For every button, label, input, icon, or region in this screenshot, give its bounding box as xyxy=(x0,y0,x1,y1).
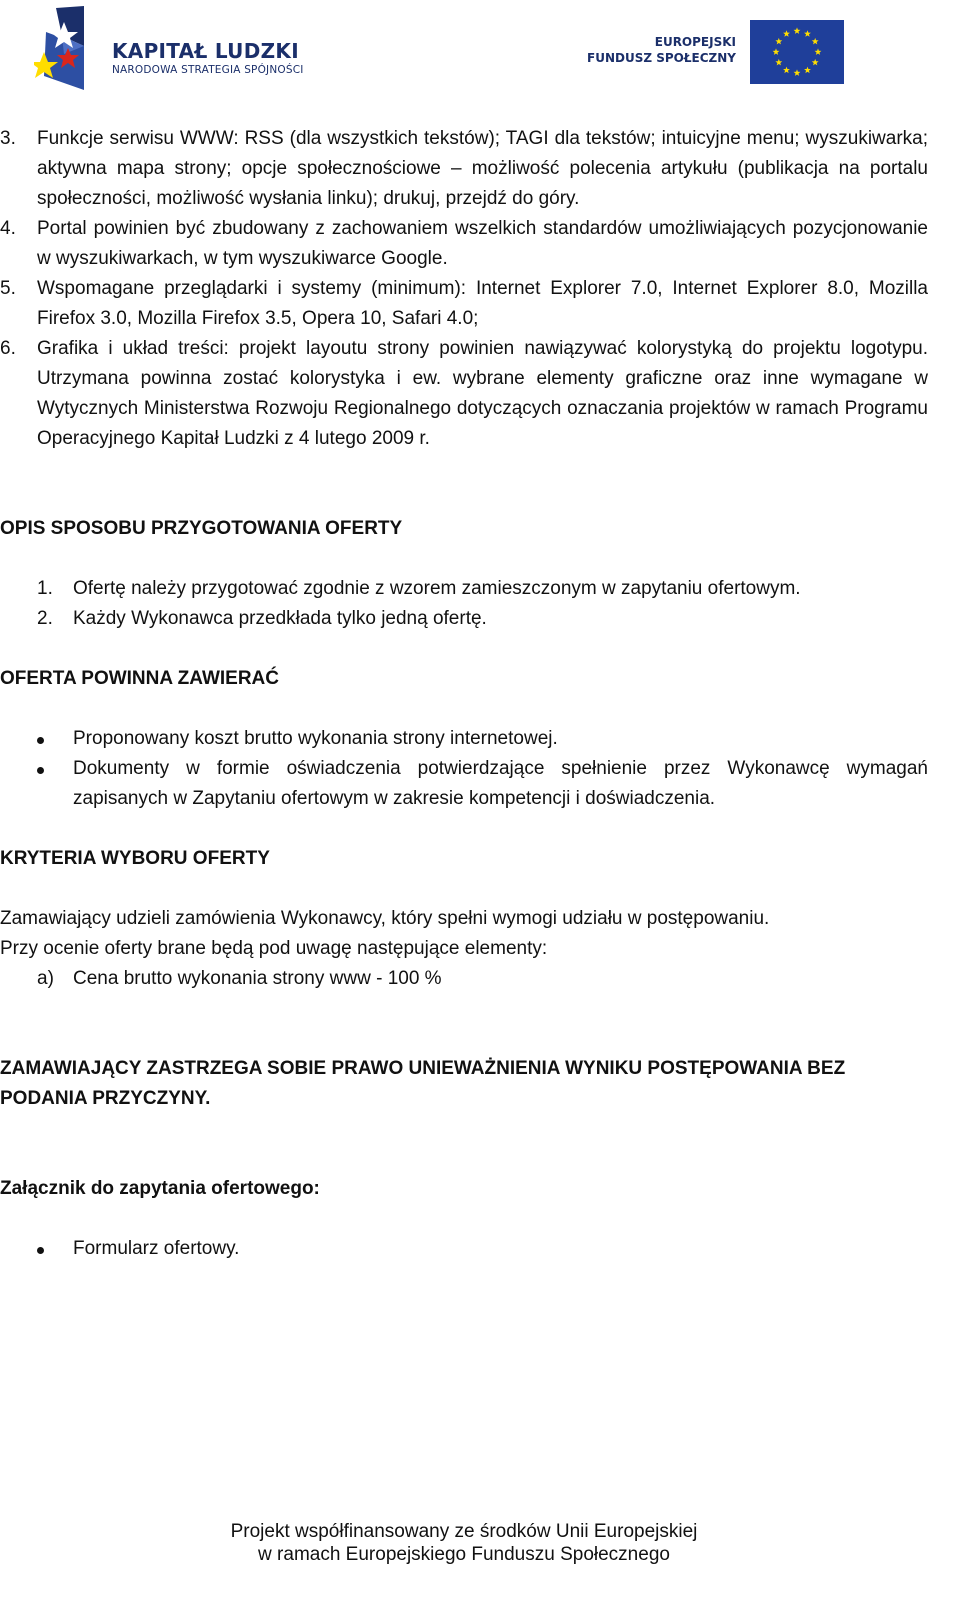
list-item xyxy=(0,754,928,814)
efs-logo-line2: FUNDUSZ SPOŁECZNY xyxy=(587,51,736,65)
item-text: Dokumenty w formie oświadczenia potwierdzające spełnienie przez Wykonawcę wymagań zapisanych w Zapytaniu ofertowym w zakresie kompetencji i doświadczenia. xyxy=(73,758,928,809)
footer-line-1: Projekt współfinansowany ze środków Unii Europejskiej xyxy=(230,1521,698,1542)
item-text: Wspomagane przeglądarki i systemy (minimum): Internet Explorer 7.0, Internet Explorer 8.0, Mozilla Firefox 3.0, Mozilla Firefox 3.5, Opera 10, Safari 4.0; xyxy=(37,278,928,329)
page-header xyxy=(0,0,960,100)
kryteria-paragraph-1: Zamawiający udzieli zamówienia Wykonawcy, który spełni wymogi udziału w postępowaniu. xyxy=(0,908,770,929)
bullet-icon xyxy=(37,1247,44,1254)
item-number: 1. xyxy=(37,578,53,599)
item-number: 4. xyxy=(0,218,16,239)
item-text: Cena brutto wykonania strony www - 100 % xyxy=(73,968,442,989)
list-item xyxy=(0,124,928,214)
eu-flag-icon xyxy=(750,20,844,84)
kryteria-paragraph-2: Przy ocenie oferty brane będą pod uwagę następujące elementy: xyxy=(0,938,548,959)
item-text: Funkcje serwisu WWW: RSS (dla wszystkich tekstów); TAGI dla tekstów; intuicyjne menu; wyszukiwarka; aktywna mapa strony; opcje społecznościowe – możliwość polecenia artykułu (publikacja na portalu społeczności, możliwość wysłania linku); drukuj, przejdź do góry. xyxy=(37,128,928,209)
section-title-oferta: OFERTA POWINNA ZAWIERAĆ xyxy=(0,668,279,689)
section-title-zalacznik: Załącznik do zapytania ofertowego: xyxy=(0,1178,320,1199)
item-number: 6. xyxy=(0,338,16,359)
section-title-zastrzega: ZAMAWIAJĄCY ZASTRZEGA SOBIE PRAWO UNIEWAŻNIENIA WYNIKU POSTĘPOWANIA BEZ PODANIA PRZYCZYNY. xyxy=(0,1058,846,1109)
page-footer xyxy=(0,1520,928,1566)
item-number: 5. xyxy=(0,278,16,299)
section-title-opis: OPIS SPOSOBU PRZYGOTOWANIA OFERTY xyxy=(0,518,403,539)
opis-list xyxy=(0,574,928,634)
kryteria-list xyxy=(0,964,928,994)
list-item xyxy=(0,274,928,334)
efs-logo-text xyxy=(578,34,736,66)
item-text: Grafika i układ treści: projekt layoutu strony powinien nawiązywać kolorystyką do projektu logotypu. Utrzymana powinna zostać kolorystyka i ew. wybrane elementy graficzne oraz inne wymagane w Wytycznych Ministerstwa Rozwoju Regionalnego dotyczących oznaczania projektów w ramach Programu Operacyjnego Kapitał Ludzki z 4 lutego 2009 r. xyxy=(37,338,928,449)
item-text: Każdy Wykonawca przedkłada tylko jedną ofertę. xyxy=(73,608,487,629)
kapital-ludzki-subtitle: NARODOWA STRATEGIA SPÓJNOŚCI xyxy=(112,64,304,76)
efs-logo xyxy=(578,20,868,86)
kapital-ludzki-title: KAPITAŁ LUDZKI xyxy=(112,39,299,63)
list-item xyxy=(0,964,928,994)
footer-line-2: w ramach Europejskiego Funduszu Społecznego xyxy=(258,1544,670,1565)
item-text: Portal powinien być zbudowany z zachowaniem wszelkich standardów umożliwiających pozycjonowanie w wyszukiwarkach, w tym wyszukiwarce Google. xyxy=(37,218,928,269)
item-text: Formularz ofertowy. xyxy=(73,1238,240,1259)
list-item xyxy=(0,574,928,604)
item-letter: a) xyxy=(37,968,54,989)
list-item xyxy=(0,724,928,754)
requirements-list xyxy=(0,124,928,454)
zalacznik-list xyxy=(0,1234,928,1264)
list-item xyxy=(0,1234,928,1264)
item-text: Proponowany koszt brutto wykonania strony internetowej. xyxy=(73,728,558,749)
kapital-ludzki-logo xyxy=(34,6,334,90)
bullet-icon xyxy=(37,767,44,774)
item-text: Ofertę należy przygotować zgodnie z wzorem zamieszczonym w zapytaniu ofertowym. xyxy=(73,578,801,599)
document-body xyxy=(0,124,928,1264)
oferta-list xyxy=(0,724,928,814)
efs-logo-line1: EUROPEJSKI xyxy=(654,35,736,49)
kapital-ludzki-emblem-icon xyxy=(34,6,94,90)
section-title-kryteria: KRYTERIA WYBORU OFERTY xyxy=(0,848,270,869)
item-number: 2. xyxy=(37,608,53,629)
list-item xyxy=(0,334,928,454)
list-item xyxy=(0,604,928,634)
item-number: 3. xyxy=(0,128,16,149)
kapital-ludzki-text xyxy=(112,40,304,77)
bullet-icon xyxy=(37,737,44,744)
list-item xyxy=(0,214,928,274)
